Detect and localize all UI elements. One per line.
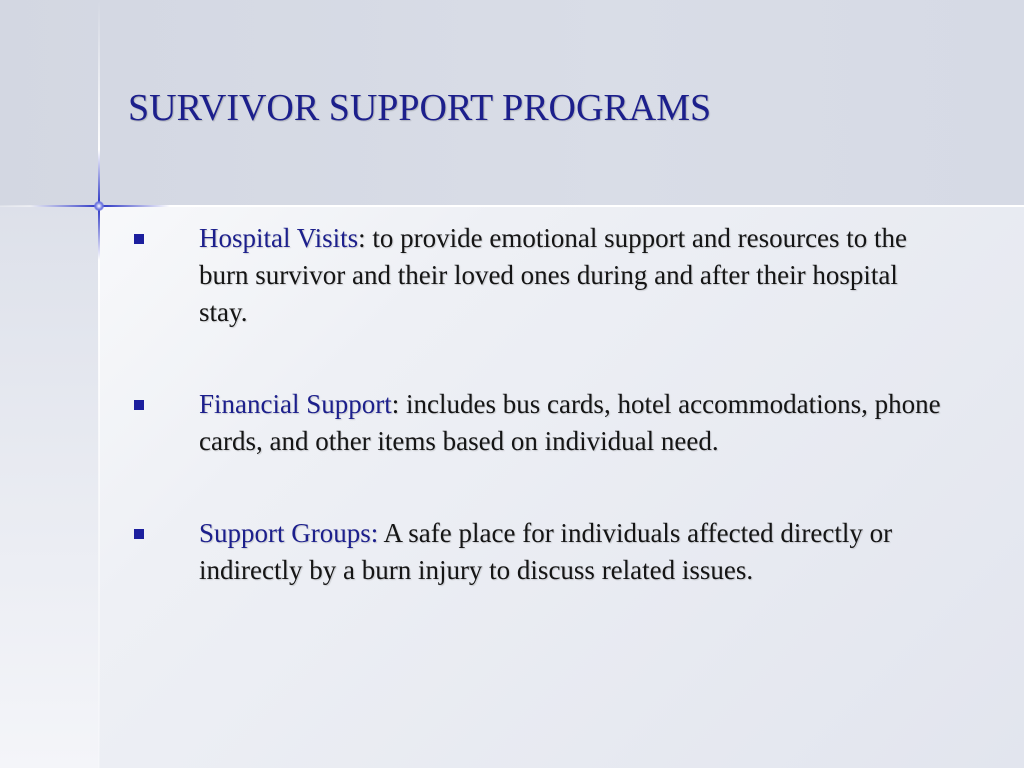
slide-title: SURVIVOR SUPPORT PROGRAMS <box>128 87 712 129</box>
bullet-list <box>128 220 948 589</box>
bullet-text: : includes bus cards, hotel accommodations, phone cards, and other items based on individual need. <box>199 389 941 456</box>
bullet-item-hospital-visits <box>128 220 948 331</box>
bullet-item-support-groups <box>128 515 948 589</box>
bullet-term: Support Groups: <box>199 518 379 548</box>
vertical-divider-line <box>98 0 100 768</box>
star-flare-core <box>94 201 104 211</box>
bullet-text: : to provide emotional support and resources to the burn survivor and their loved ones during and after their hospital stay. <box>199 223 908 327</box>
bullet-term: Hospital Visits <box>199 223 359 253</box>
square-bullet-icon <box>134 234 144 244</box>
square-bullet-icon <box>134 400 144 410</box>
bullet-item-financial-support <box>128 386 948 460</box>
bullet-term: Financial Support <box>199 389 392 419</box>
bullet-text: A safe place for individuals affected directly or indirectly by a burn injury to discuss related issues. <box>199 518 893 585</box>
square-bullet-icon <box>134 529 144 539</box>
